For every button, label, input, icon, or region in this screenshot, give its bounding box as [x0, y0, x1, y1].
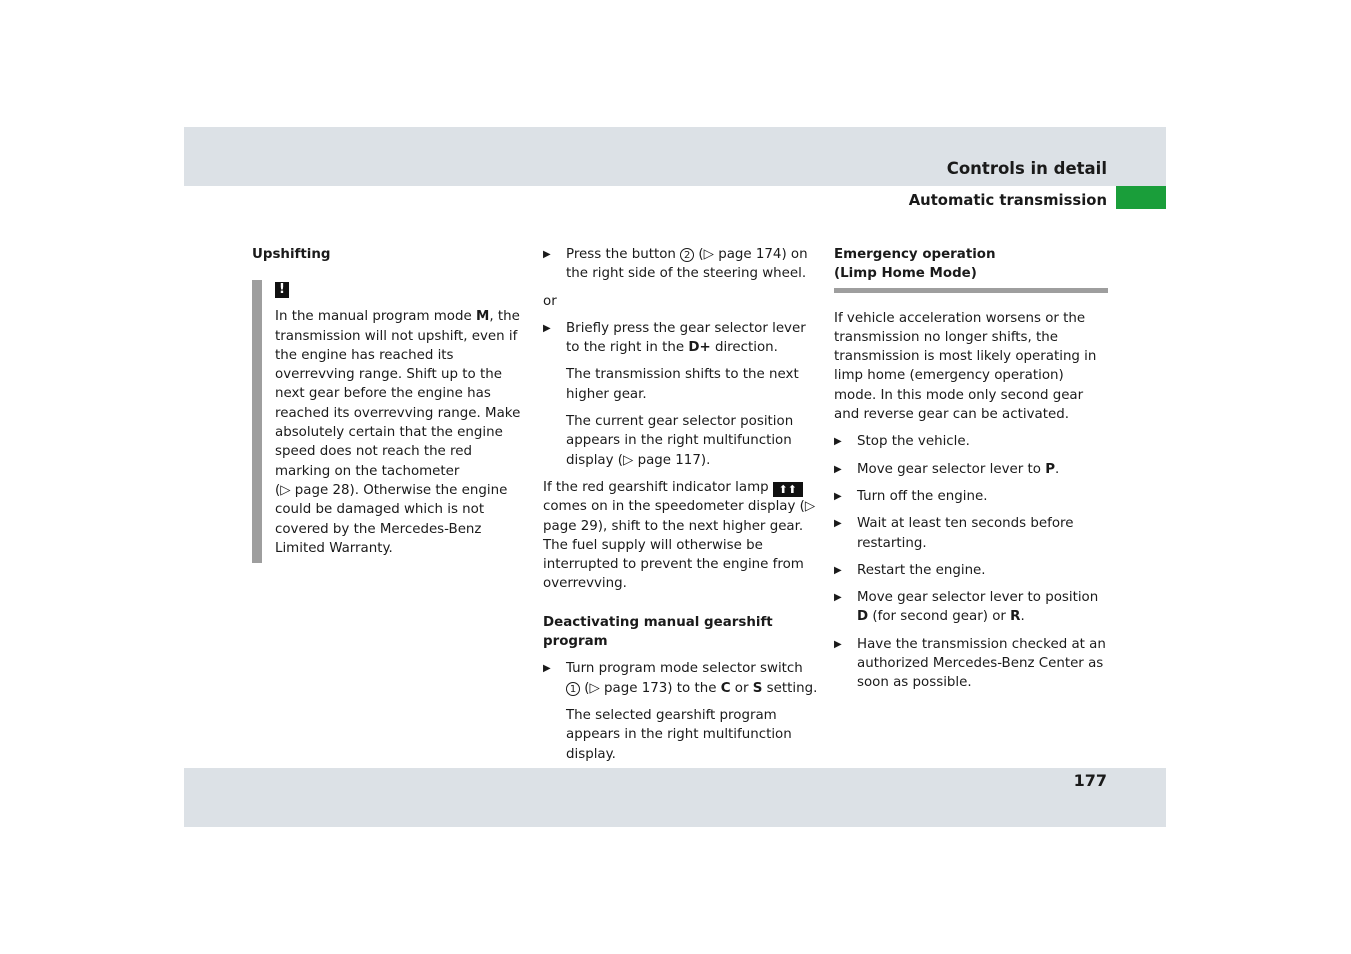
list-item: ▶ Stop the vehicle.	[834, 432, 1108, 451]
heading-emergency-operation: Emergency operation (Limp Home Mode)	[834, 247, 996, 282]
column-upshifting	[252, 245, 524, 558]
list-item: ▶ Move gear selector lever to position D (for second gear) or R.	[834, 590, 1099, 625]
list-item: ▶ Briefly press the gear selector lever to the right in the D+ direction.	[543, 320, 806, 356]
indicator-lamp-text: If the red gearshift indicator lamp ⬆⬆ comes on in the speedometer display (▷ page 29), shift to the next higher gear. The fuel supply will otherwise be interrupted to prevent the engine from overrevving.	[543, 479, 816, 592]
bullet-arrow-icon: ▶	[834, 490, 842, 502]
list-item: ▶ Have the transmission checked at an authorized Mercedes-Benz Center as soon as possible.	[834, 636, 1106, 691]
or-text: or	[543, 293, 557, 309]
list-item: ▶ Move gear selector lever to P.	[834, 460, 1108, 479]
column-emergency	[834, 245, 1108, 693]
bullet-arrow-icon: ▶	[543, 322, 551, 334]
warning-box	[252, 280, 524, 558]
bullet-arrow-icon: ▶	[834, 463, 842, 475]
heading-rule	[834, 288, 1108, 293]
list-item: ▶ Press the button 2 (▷ page 174) on the right side of the steering wheel.	[543, 247, 808, 282]
warning-text: In the manual program mode M, the transmission will not upshift, even if the engine has reached its overrevving range. Shift up to the next gear before the engine has reached its overrevving range. Make absolutely certain that the engine speed does not reach the red marking on the tachometer	[275, 309, 521, 479]
list-item: ▶ Turn off the engine.	[834, 487, 1108, 506]
list-item: ▶ Restart the engine.	[834, 561, 1108, 580]
subsection-title: Automatic transmission	[908, 192, 1107, 209]
upshift-indicator-icon: ⬆⬆	[773, 482, 803, 497]
result-text: The selected gearshift program appears in the right multifunction display.	[566, 707, 792, 762]
switch-number-icon: 1	[566, 682, 580, 696]
bullet-arrow-icon: ▶	[543, 663, 551, 675]
heading-upshifting: Upshifting	[252, 247, 331, 262]
list-item: ▶ Turn program mode selector switch 1 (▷ page 173) to the C or S setting.	[543, 661, 818, 696]
bullet-arrow-icon: ▶	[834, 436, 842, 448]
result-text: The transmission shifts to the next higher gear.	[566, 367, 799, 402]
section-tab-marker	[1116, 186, 1166, 209]
warning-bar	[252, 280, 262, 563]
bullet-arrow-icon: ▶	[834, 638, 842, 650]
section-title: Controls in detail	[946, 159, 1107, 178]
list-item: ▶ Wait at least ten seconds before restarting.	[834, 516, 1074, 551]
result-text: The current gear selector position appears in the right multifunction display (▷ page 117).	[566, 414, 794, 468]
column-upshift-steps	[543, 245, 819, 764]
warning-text-cont: (▷ page 28). Otherwise the engine could be damaged which is not covered by the Mercedes-Benz Limited Warranty.	[275, 482, 508, 556]
footer-band	[184, 768, 1166, 827]
bullet-arrow-icon: ▶	[543, 249, 551, 260]
warning-icon: !	[275, 282, 289, 298]
page-number: 177	[1073, 771, 1107, 790]
bullet-arrow-icon: ▶	[834, 592, 842, 604]
bullet-arrow-icon: ▶	[834, 564, 842, 576]
bullet-arrow-icon: ▶	[834, 518, 842, 530]
button-number-icon: 2	[680, 248, 694, 262]
emergency-intro: If vehicle acceleration worsens or the transmission no longer shifts, the transmission is most likely operating in limp home (emergency operation) mode. In this mode only second gear and reverse gear can be activated.	[834, 310, 1097, 423]
heading-deactivating: Deactivating manual gearshift program	[543, 614, 773, 650]
